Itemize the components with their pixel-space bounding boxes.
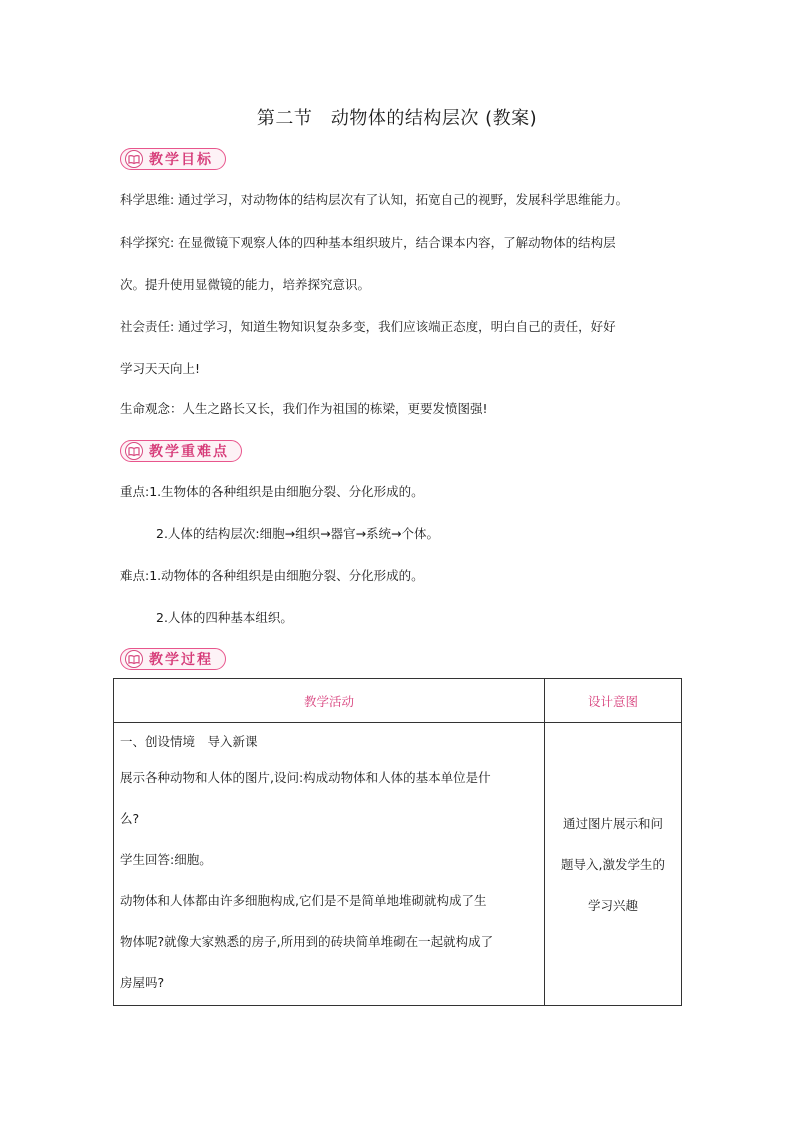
- key-point-line: 2.人体的结构层次:细胞→组织→器官→系统→个体。: [156, 526, 440, 541]
- book-icon: [125, 442, 143, 460]
- intent-line: 学习兴趣: [587, 897, 638, 913]
- lesson-process-table: [113, 678, 682, 1006]
- intent-cell: [545, 723, 682, 1006]
- key-point-line: 重点:1.生物体的各种组织是由细胞分裂、分化形成的。: [120, 484, 424, 499]
- book-icon: [125, 650, 143, 668]
- activity-line: 展示各种动物和人体的图片,设问:构成动物体和人体的基本单位是什: [120, 770, 491, 785]
- key-point-line: 难点:1.动物体的各种组织是由细胞分裂、分化形成的。: [120, 568, 424, 583]
- activity-line: 物体呢?就像大家熟悉的房子,所用到的砖块简单堆砌在一起就构成了: [120, 934, 494, 949]
- objective-line: 社会责任: 通过学习，知道生物知识复杂多变，我们应该端正态度，明白自己的责任，好好: [120, 319, 616, 334]
- key-point-line: 2.人体的四种基本组织。: [156, 610, 293, 625]
- section-tag-key-points: [120, 440, 242, 462]
- objective-line: 学习天天向上!: [120, 361, 201, 376]
- intent-line: 通过图片展示和问: [562, 815, 663, 831]
- book-icon: [125, 150, 143, 168]
- objective-line: 科学思维: 通过学习，对动物体的结构层次有了认知，拓宽自己的视野，发展科学思维能力。: [120, 192, 629, 207]
- header-intent: 设计意图: [545, 679, 682, 723]
- intent-line: 题导入,激发学生的: [561, 856, 665, 872]
- section-tag-process: [120, 648, 226, 670]
- section-label: 教学过程: [149, 652, 213, 668]
- section-label: 教学目标: [149, 152, 213, 168]
- table-header-row: [114, 679, 682, 723]
- activity-line: 学生回答:细胞。: [120, 852, 212, 867]
- activity-line: 一、创设情境 导入新课: [120, 734, 258, 749]
- objective-line: 生命观念：人生之路长又长，我们作为祖国的栋梁，更要发愤图强!: [120, 401, 488, 416]
- activity-cell: [114, 723, 545, 1006]
- page-title: 第二节 动物体的结构层次 (教案): [256, 108, 538, 129]
- section-label: 教学重难点: [149, 444, 229, 460]
- table-row: [114, 723, 682, 1006]
- activity-line: 动物体和人体都由许多细胞构成,它们是不是简单地堆砌就构成了生: [120, 893, 487, 908]
- header-activity: 教学活动: [114, 679, 545, 723]
- activity-line: 房屋吗?: [120, 975, 165, 990]
- activity-line: 么?: [120, 811, 140, 826]
- objective-line: 次。提升使用显微镜的能力，培养探究意识。: [120, 277, 371, 292]
- objective-line: 科学探究: 在显微镜下观察人体的四种基本组织玻片，结合课本内容，了解动物体的结构层: [120, 235, 616, 250]
- section-tag-objectives: [120, 148, 226, 170]
